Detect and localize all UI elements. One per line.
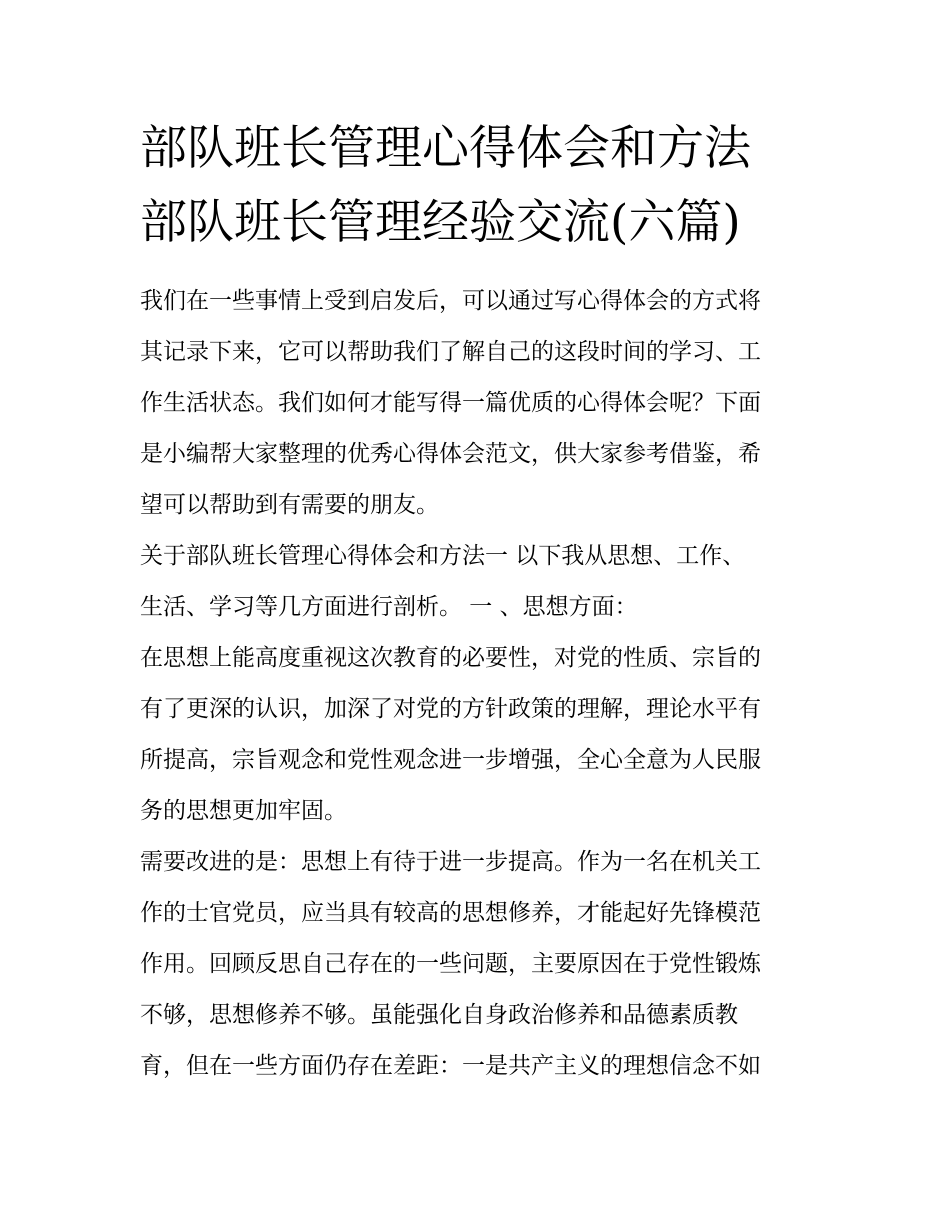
body-line: 所提高，宗旨观念和党性观念进一步增强，全心全意为人民服 xyxy=(140,747,761,773)
body-line: 我们在一些事情上受到启发后，可以通过写心得体会的方式将 xyxy=(140,288,761,314)
body-line: 生活、学习等几方面进行剖析。 一 、思想方面： xyxy=(140,594,638,620)
body-line: 作用。回顾反思自己存在的一些问题，主要原因在于党性锻炼 xyxy=(140,951,761,977)
document-title xyxy=(140,112,820,260)
body-line: 有了更深的认识，加深了对党的方针政策的理解，理论水平有 xyxy=(140,696,761,722)
body-line: 育，但在一些方面仍存在差距：一是共产主义的理想信念不如 xyxy=(140,1053,761,1079)
body-line: 在思想上能高度重视这次教育的必要性，对党的性质、宗旨的 xyxy=(140,645,761,671)
body-line: 务的思想更加牢固。 xyxy=(140,798,347,824)
title-line-2: 部队班长管理经验交流(六篇) xyxy=(140,195,741,250)
body-line: 望可以帮助到有需要的朋友。 xyxy=(140,492,439,518)
body-line: 需要改进的是：思想上有待于进一步提高。作为一名在机关工 xyxy=(140,849,761,875)
title-line-1: 部队班长管理心得体会和方法 xyxy=(140,121,751,176)
body-line: 是小编帮大家整理的优秀心得体会范文，供大家参考借鉴，希 xyxy=(140,441,761,467)
body-line: 作生活状态。我们如何才能写得一篇优质的心得体会呢？下面 xyxy=(140,390,761,416)
body-line: 关于部队班长管理心得体会和方法一 以下我从思想、工作、 xyxy=(140,543,746,569)
body-line: 不够，思想修养不够。虽能强化自身政治修养和品德素质教 xyxy=(140,1002,738,1028)
document-body xyxy=(140,276,815,1092)
body-line: 其记录下来，它可以帮助我们了解自己的这段时间的学习、工 xyxy=(140,339,761,365)
body-line: 作的士官党员，应当具有较高的思想修养，才能起好先锋模范 xyxy=(140,900,761,926)
